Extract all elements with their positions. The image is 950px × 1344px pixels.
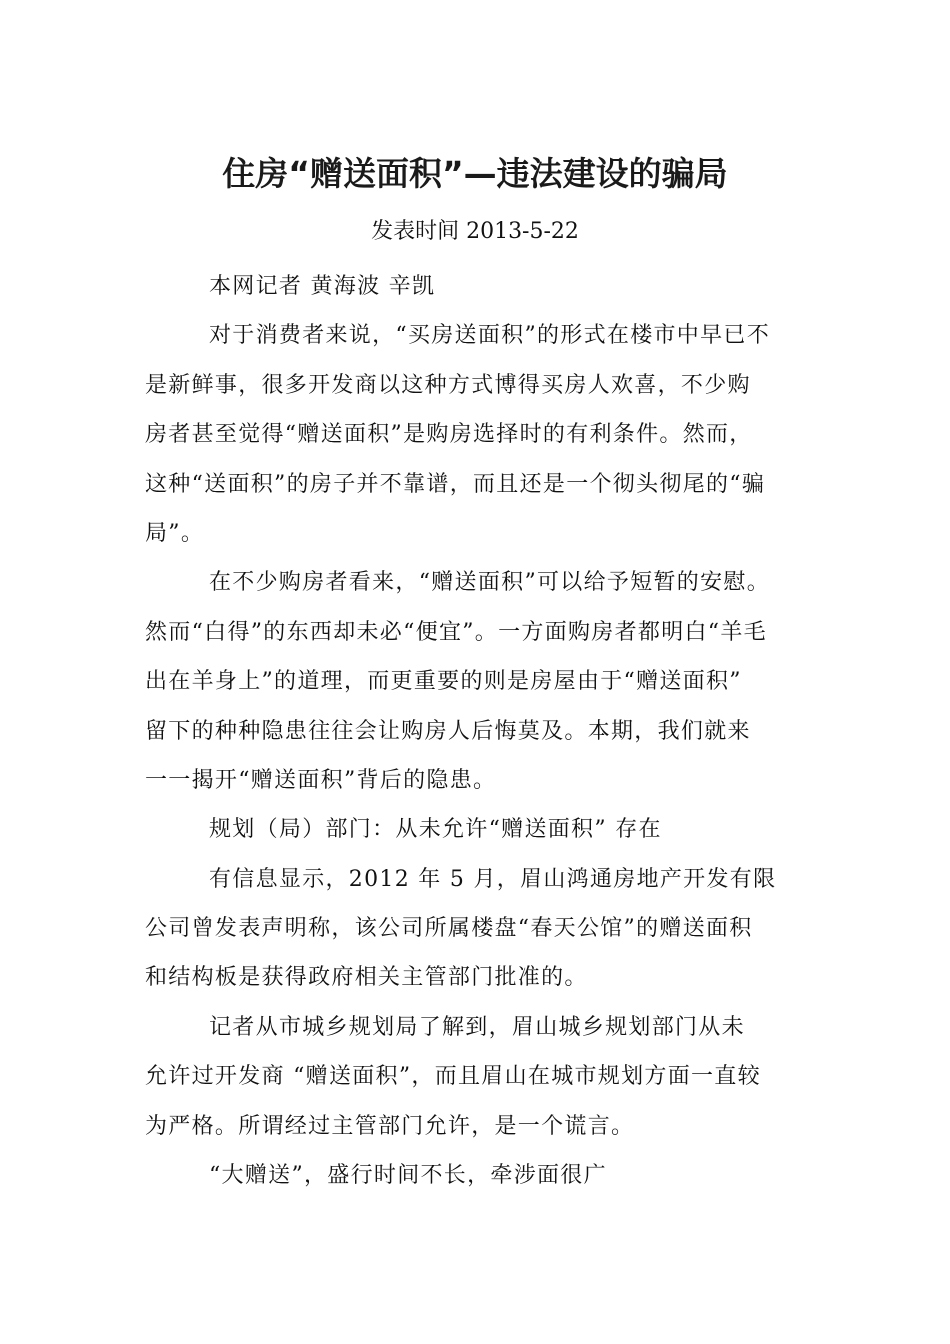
text-line: 和结构板是获得政府相关主管部门批准的。 <box>145 965 588 991</box>
text-line: 在不少购房者看来，“赠送面积”可以给予短暂的安慰。 <box>209 570 770 596</box>
text-line: 是新鲜事，很多开发商以这种方式博得买房人欢喜，不少购 <box>145 372 751 398</box>
text-line: 然而“白得”的东西却未必“便宜”。一方面购房者都明白“羊毛 <box>145 619 767 645</box>
text-line: 一一揭开“赠送面积”背后的隐患。 <box>145 767 497 793</box>
text-line: 记者从市城乡规划局了解到，眉山城乡规划部门从未 <box>209 1014 745 1040</box>
article-body <box>145 262 807 1200</box>
publish-date: 发表时间 2013-5-22 <box>371 219 579 244</box>
text-line: 这种“送面积”的房子并不靠谱，而且还是一个彻头彻尾的“骗 <box>145 471 766 497</box>
document-title: 住房“赠送面积”—违法建设的骗局 <box>222 154 728 193</box>
section-heading: “大赠送”，盛行时间不长，牵涉面很广 <box>209 1163 607 1189</box>
text-line: 留下的种种隐患往往会让购房人后悔莫及。本期，我们就来 <box>145 718 751 744</box>
text-line: 对于消费者来说，“买房送面积”的形式在楼市中早已不 <box>209 323 770 349</box>
text-line: 有信息显示，2012 年 5 月，眉山鸿通房地产开发有限 <box>209 866 777 892</box>
text-line: 为严格。所谓经过主管部门允许，是一个谎言。 <box>145 1113 635 1139</box>
text-line: 出在羊身上”的道理，而更重要的则是房屋由于“赠送面积” <box>145 669 742 695</box>
text-line: 局”。 <box>145 520 205 546</box>
section-heading: 规划（局）部门：从未允许“赠送面积” 存在 <box>209 817 662 843</box>
text-line: 公司曾发表声明称，该公司所属楼盘“春天公馆”的赠送面积 <box>145 916 753 942</box>
text-line: 房者甚至觉得“赠送面积”是购房选择时的有利条件。然而， <box>145 422 753 448</box>
text-line: 允许过开发商 “赠送面积”，而且眉山在城市规划方面一直较 <box>145 1064 761 1090</box>
byline: 本网记者 黄海波 辛凯 <box>209 274 436 299</box>
